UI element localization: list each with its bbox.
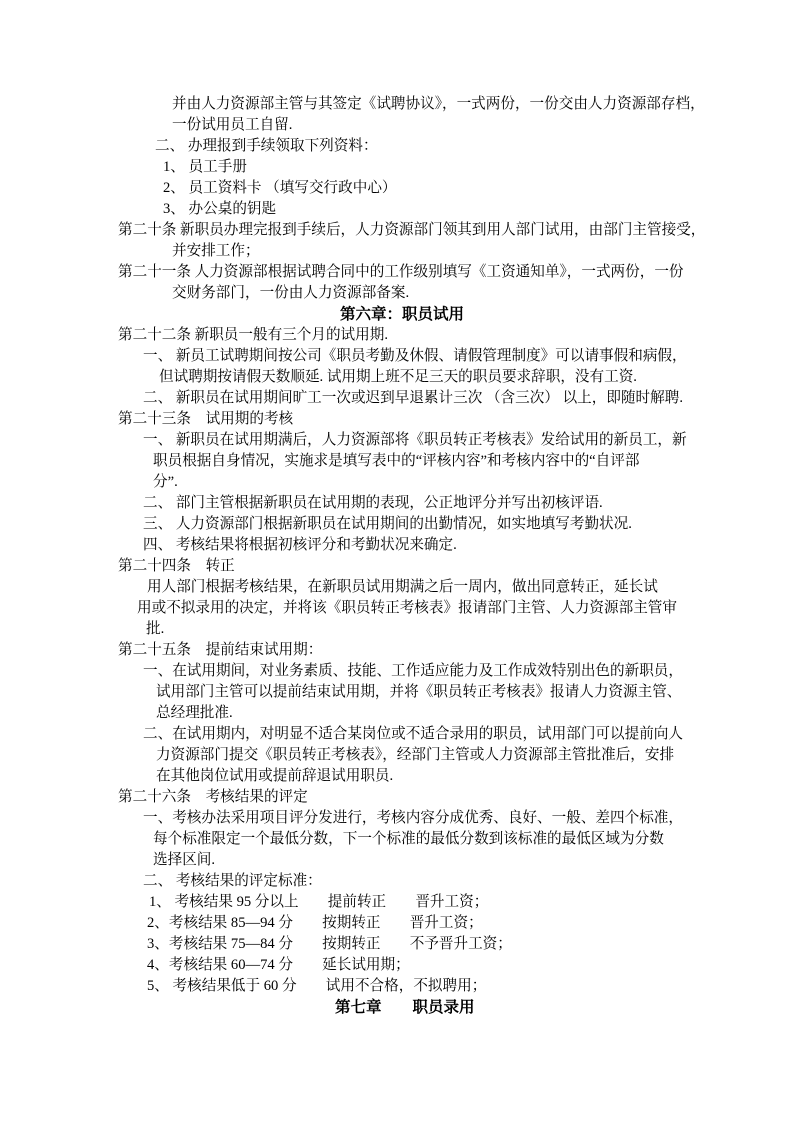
document-line: 3、 办公桌的钥匙 [163, 201, 277, 217]
document-line: 一份试用员工自留. [172, 117, 293, 133]
document-line: 选择区间. [153, 852, 216, 868]
chapter-heading: 第六章：职员试用 [340, 306, 465, 323]
document-line: 第二十二条 新职员一般有三个月的试用期. [118, 327, 388, 343]
document-line: 4、考核结果 60—74 分 延长试用期； [147, 957, 410, 973]
document-line: 用或不拟录用的决定，并将该《职员转正考核表》报请部门主管、人力资源部主管审 [137, 600, 677, 616]
document-line: 第二十一条 人力资源部根据试聘合同中的工作级别填写《工资通知单》，一式两份，一份 [118, 264, 684, 280]
document-line: 一、 新员工试聘期间按公司《职员考勤及休假、请假管理制度》可以请事假和病假， [143, 348, 687, 364]
document-line: 第二十五条 提前结束试用期： [118, 642, 323, 658]
document-line: 总经理批准. [156, 705, 233, 721]
document-line: 三、 人力资源部门根据新职员在试用期间的出勤情况，如实地填写考勤状况. [143, 516, 632, 532]
document-line: 二、 办理报到手续领取下列资料： [155, 138, 378, 154]
chapter-heading: 第七章 职员录用 [335, 999, 475, 1016]
document-line: 第二十三条 试用期的考核 [118, 411, 294, 427]
document-line: 力资源部门提交《职员转正考核表》，经部门主管或人力资源部主管批准后，安排 [156, 747, 675, 763]
document-line: 试用部门主管可以提前结束试用期，并将《职员转正考核表》报请人力资源主管、 [156, 684, 682, 700]
document-line: 一、 新职员在试用期满后，人力资源部将《职员转正考核表》发给试用的新员工，新 [143, 432, 687, 448]
document-line: 二、在试用期内，对明显不适合某岗位或不适合录用的职员，试用部门可以提前向人 [143, 726, 683, 742]
document-line: 2、 员工资料卡 （填写交行政中心） [163, 180, 397, 196]
document-line: 职员根据自身情况，实施求是填写表中的“评核内容”和考核内容中的“自评部 [153, 453, 640, 469]
document-line: 一、在试用期间，对业务素质、技能、工作适应能力及工作成效特别出色的新职员， [143, 663, 683, 679]
document-line: 批. [146, 621, 165, 637]
document-line: 1、 员工手册 [163, 159, 247, 175]
document-line: 第二十条 新职员办理完报到手续后，人力资源部门领其到用人部门试用，由部门主管接受， [118, 222, 706, 238]
document-line: 四、 考核结果将根据初核评分和考勤状况来确定. [143, 537, 457, 553]
document-line: 但试聘期按请假天数顺延. 试用期上班不足三天的职员要求辞职，没有工资. [159, 369, 637, 385]
document-line: 二、 部门主管根据新职员在试用期的表现，公正地评分并写出初核评语. [143, 495, 603, 511]
document-line: 3、考核结果 75—84 分 按期转正 不予晋升工资； [147, 936, 512, 952]
document-line: 二、 新职员在试用期间旷工一次或迟到早退累计三次 （含三次） 以上，即随时解聘. [143, 390, 683, 406]
document-line: 一、考核办法采用项目评分发进行，考核内容分成优秀、良好、一般、差四个标准， [143, 810, 683, 826]
document-line: 分”. [153, 474, 178, 490]
document-line: 第二十四条 转正 [118, 558, 235, 574]
document-line: 1、 考核结果 95 分以上 提前转正 晋升工资； [149, 894, 489, 910]
document-line: 5、 考核结果低于 60 分 试用不合格，不拟聘用； [147, 978, 487, 994]
document-line: 并由人力资源部主管与其签定《试聘协议》，一式两份，一份交由人力资源部存档， [172, 96, 705, 112]
document-line: 在其他岗位试用或提前辞退试用职员. [156, 768, 394, 784]
document-line: 二、 考核结果的评定标准： [143, 873, 322, 889]
document-line: 交财务部门，一份由人力资源部备案. [172, 285, 410, 301]
document-line: 并安排工作； [172, 243, 260, 259]
document-line: 2、考核结果 85—94 分 按期转正 晋升工资； [147, 915, 483, 931]
document-line: 第二十六条 考核结果的评定 [118, 789, 308, 805]
document-line: 用人部门根据考核结果，在新职员试用期满之后一周内，做出同意转正，延长试 [147, 579, 658, 595]
document-line: 每个标准限定一个最低分数，下一个标准的最低分数到该标准的最低区域为分数 [153, 831, 664, 847]
document-content [0, 94, 793, 1018]
